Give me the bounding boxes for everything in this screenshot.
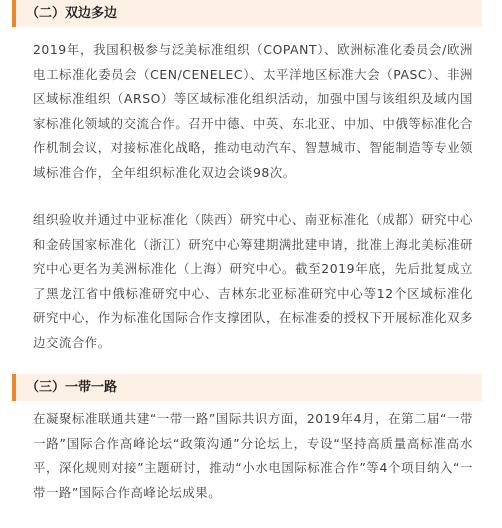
section-heading-belt-and-road: （三）一带一路 <box>12 374 482 401</box>
section-heading-bilateral: （二）双边多边 <box>12 0 482 27</box>
paragraph-bilateral-2: 组织验收并通过中亚标准化（陕西）研究中心、南亚标准化（成都）研究中心和金砖国家标准化（浙江）研究中心筹建期满批建申请，批准上海北美标准研究中心更名为美洲标准化（上海）研究中心。截至2019年底，先后批复成立了黑龙江省中俄标准研究中心、吉林东北亚标准研究中心等12个区域标准化研究中心，作为标准化国际合作支撑团队，在标准委的授权下开展标准化双多边交流合作。 <box>33 212 473 350</box>
paragraph-bilateral-1: 2019年，我国积极参与泛美标准组织（COPANT）、欧洲标准化委员会/欧洲电工标准化委员会（CEN/CENELEC）、太平洋地区标准大会（PASC）、非洲区域标准组织（ARSO）等区域标准化组织活动，加强中国与该组织及域内国家标准化领域的交流合作。召开中德、中英、东北亚、中加、中俄等标准化合作机制会议，对接标准化战略，推动电动汽车、智慧城市、智能制造等专业领域标准合作，全年组织标准化双边会谈98次。 <box>33 42 473 180</box>
paragraph-belt-and-road-1: 在凝聚标准联通共建“一带一路”国际共识方面，2019年4月，在第二届“一带一路”国际合作高峰论坛“政策沟通”分论坛上，专设“坚持高质量高标准高水平，深化规则对接”主题研讨，推动“小水电国际标准合作”等4个项目纳入“一带一路”国际合作高峰论坛成果。 <box>33 411 473 500</box>
